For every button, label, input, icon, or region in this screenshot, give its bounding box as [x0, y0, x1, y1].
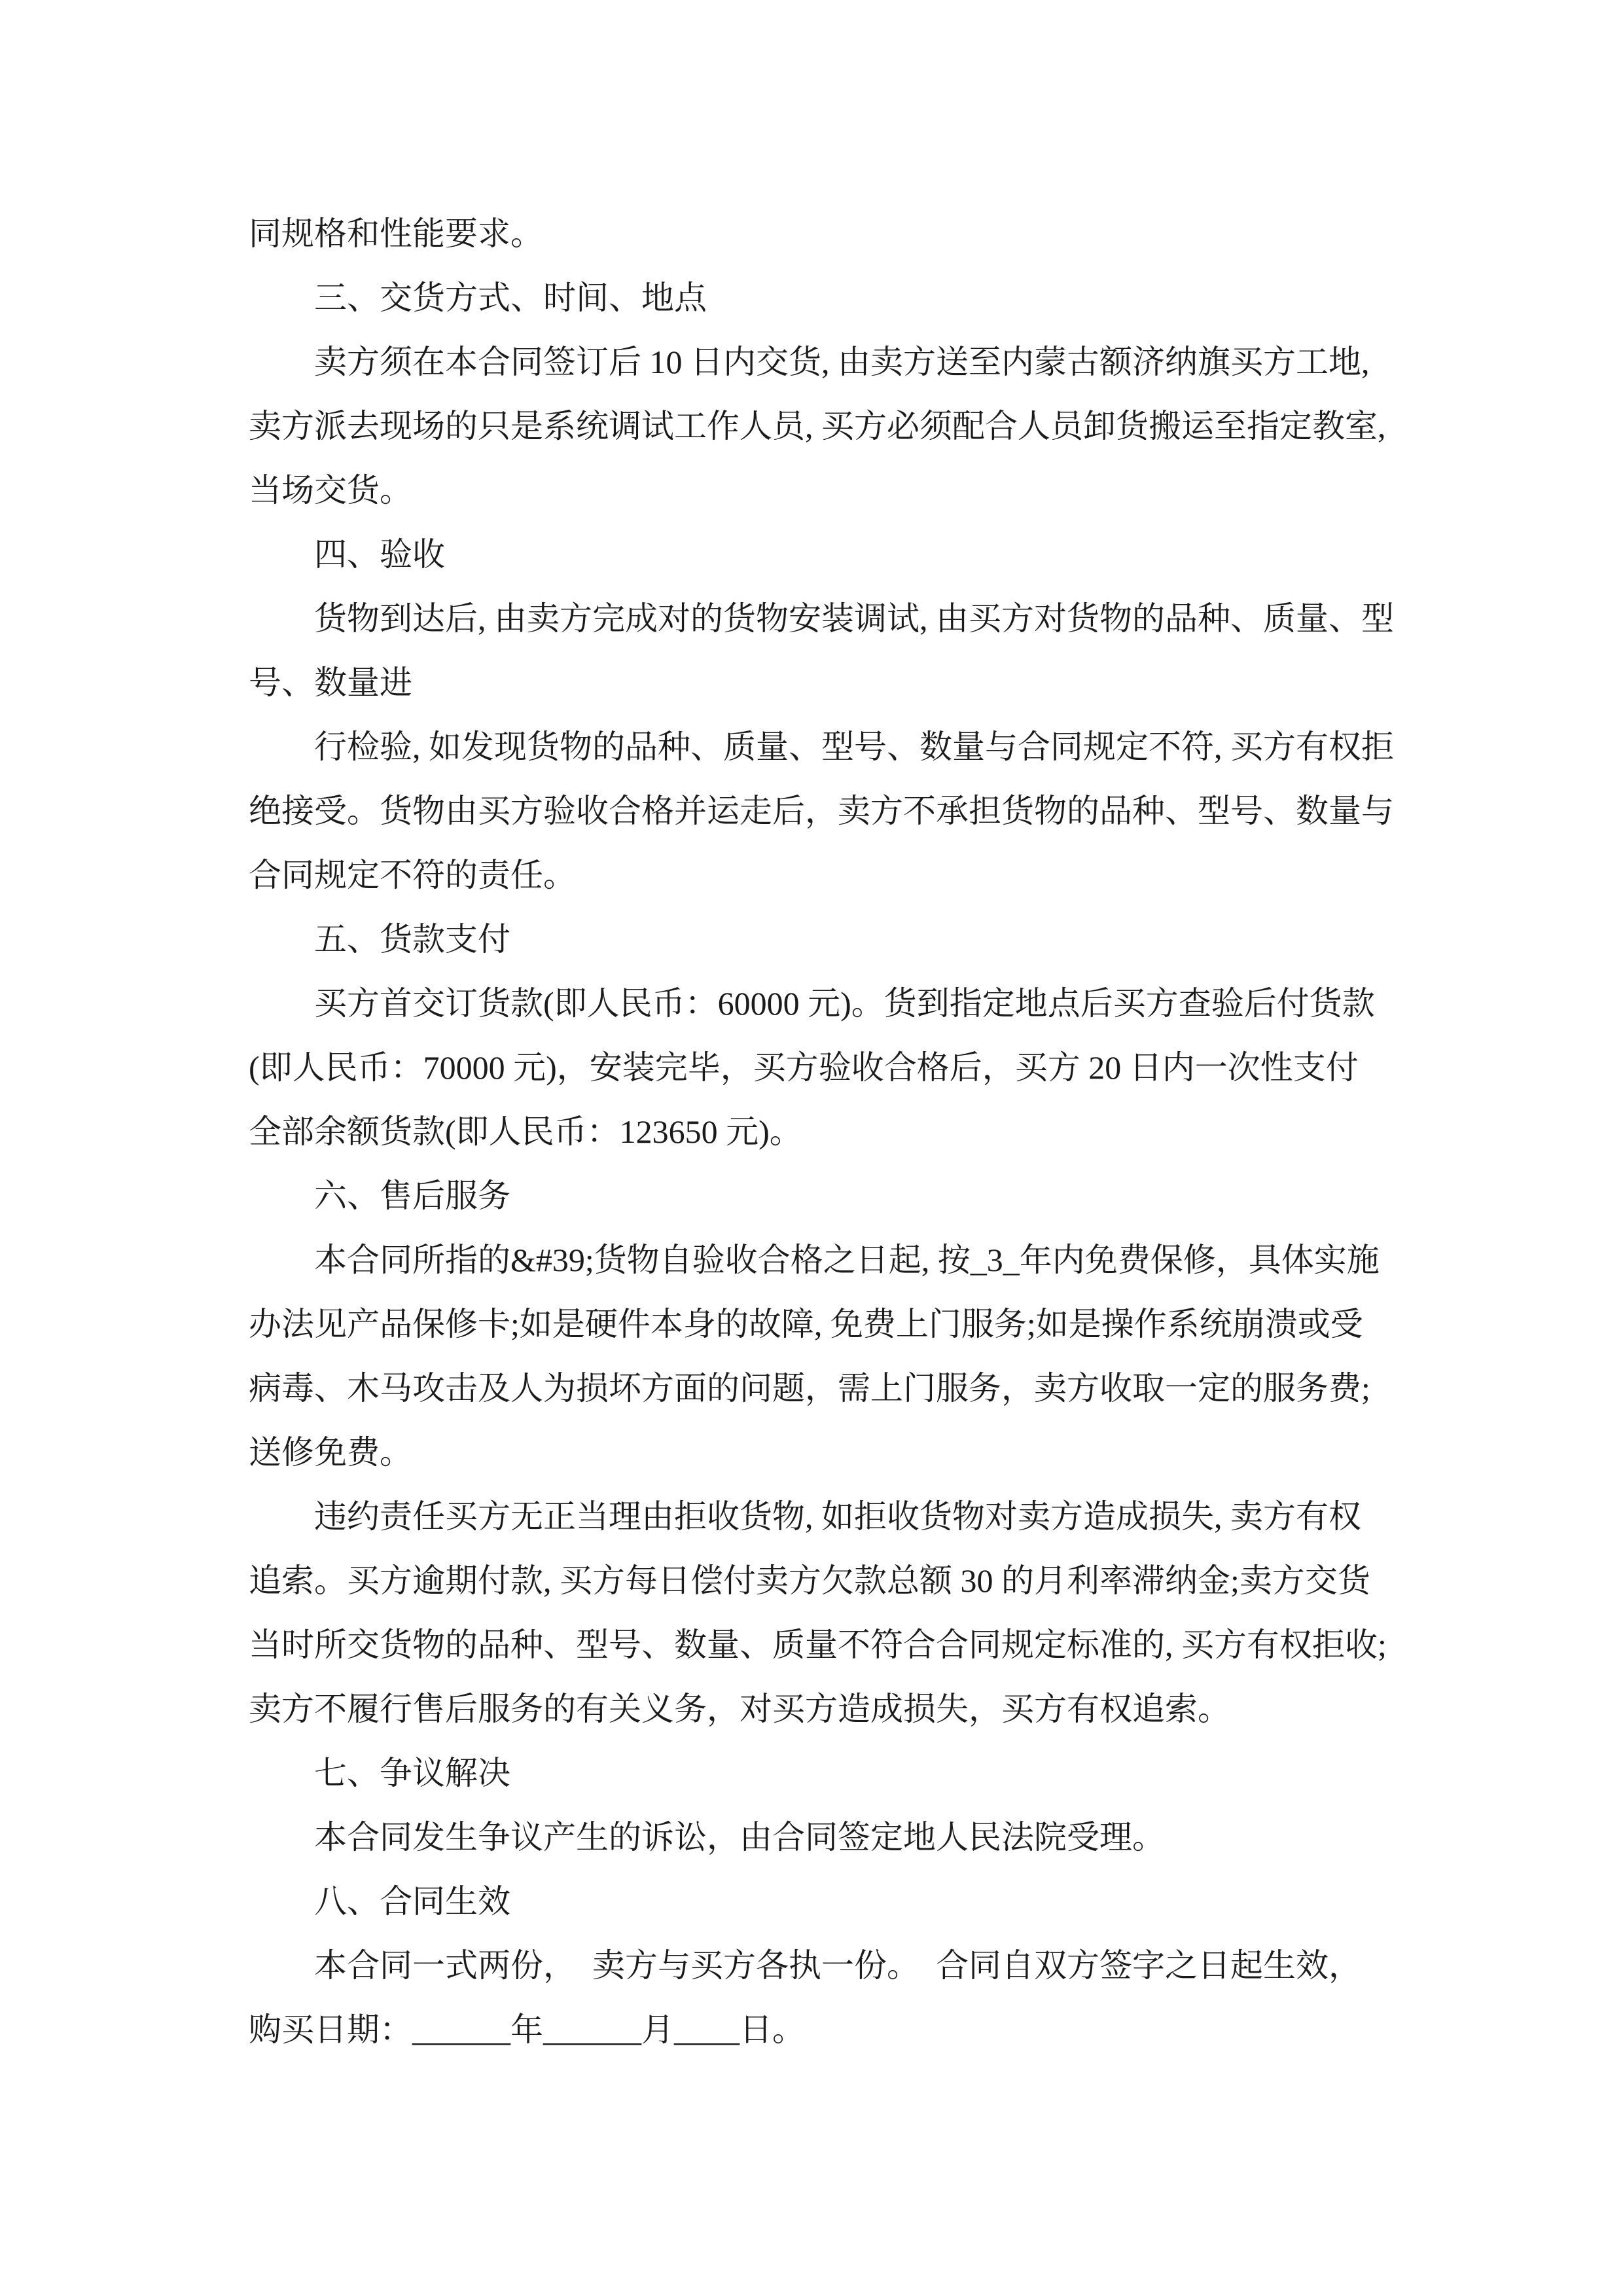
contract-line: 病毒、木马攻击及人为损坏方面的问题，需上门服务，卖方收取一定的服务费;	[249, 1370, 1370, 1407]
contract-line: 卖方派去现场的只是系统调试工作人员, 买方必须配合人员卸货搬运至指定教室,	[249, 408, 1386, 444]
contract-line: 七、争议解决	[314, 1755, 510, 1791]
contract-line: 本合同发生争议产生的诉讼，由合同签定地人民法院受理。	[314, 1819, 1165, 1856]
contract-line: 四、验收	[314, 536, 445, 573]
contract-line: 卖方须在本合同签订后 10 日内交货, 由卖方送至内蒙古额济纳旗买方工地,	[314, 344, 1370, 380]
contract-line: 买方首交订货款(即人民币：60000 元)。货到指定地点后买方查验后付货款	[314, 985, 1375, 1022]
contract-line: 绝接受。货物由买方验收合格并运走后，卖方不承担货物的品种、型号、数量与	[249, 793, 1394, 829]
contract-line: 当场交货。	[249, 472, 412, 509]
contract-line: 三、交货方式、时间、地点	[314, 279, 707, 316]
contract-line: 本合同所指的&#39;货物自验收合格之日起, 按_3_年内免费保修，具体实施	[314, 1242, 1380, 1278]
contract-line: 货物到达后, 由卖方完成对的货物安装调试, 由买方对货物的品种、质量、型	[314, 600, 1394, 637]
contract-line: 同规格和性能要求。	[249, 215, 543, 252]
contract-body-text	[249, 202, 1407, 2062]
contract-line: 当时所交货物的品种、型号、数量、质量不符合合同规定标准的, 买方有权拒收;	[249, 1626, 1387, 1663]
contract-line: 本合同一式两份， 卖方与买方各执一份。 合同自双方签字之日起生效，	[314, 1947, 1361, 1984]
contract-line: 办法见产品保修卡;如是硬件本身的故障, 免费上门服务;如是操作系统崩溃或受	[249, 1306, 1363, 1342]
contract-line: 八、合同生效	[314, 1883, 510, 1920]
contract-line: 合同规定不符的责任。	[249, 857, 576, 893]
contract-line: 全部余额货款(即人民币：123650 元)。	[249, 1113, 802, 1150]
contract-line: 送修免费。	[249, 1434, 412, 1471]
contract-line: 行检验, 如发现货物的品种、质量、型号、数量与合同规定不符, 买方有权拒	[314, 728, 1394, 765]
contract-line: 追索。买方逾期付款, 买方每日偿付卖方欠款总额 30 的月利率滞纳金;卖方交货	[249, 1562, 1370, 1599]
contract-line: 购买日期：______年______月____日。	[249, 2011, 805, 2048]
contract-line: 六、售后服务	[314, 1177, 510, 1214]
contract-line: 号、数量进	[249, 664, 412, 701]
contract-line: (即人民币：70000 元)，安装完毕，买方验收合格后，买方 20 日内一次性支付	[249, 1049, 1359, 1086]
contract-line: 违约责任买方无正当理由拒收货物, 如拒收货物对卖方造成损失, 卖方有权	[314, 1498, 1361, 1535]
contract-line: 五、货款支付	[314, 921, 510, 958]
contract-line: 卖方不履行售后服务的有关义务，对买方造成损失，买方有权追索。	[249, 1691, 1230, 1727]
